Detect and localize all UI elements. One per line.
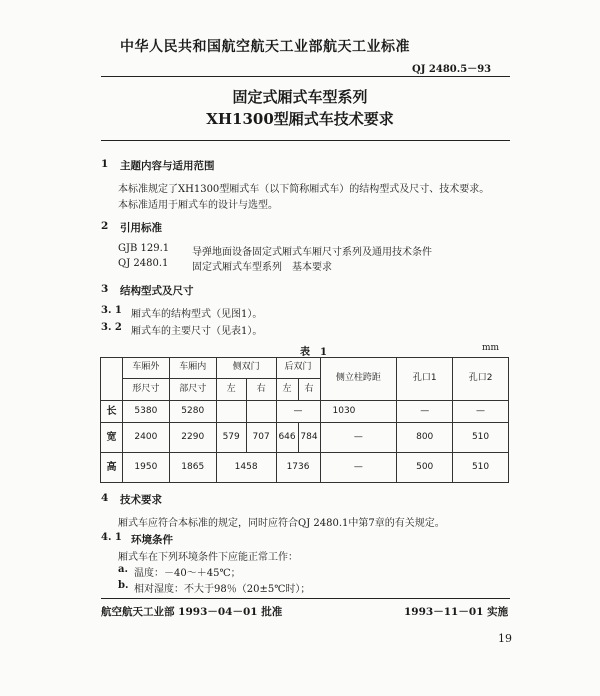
list-marker: b. xyxy=(118,580,129,591)
table-cell: 1950 xyxy=(122,453,169,483)
section-1-heading: 主题内容与适用范围 xyxy=(120,160,215,172)
table-corner-cell xyxy=(101,358,123,401)
table-cell: 500 xyxy=(397,453,453,483)
table-cell xyxy=(246,401,276,423)
table-header-cell: 侧双门 xyxy=(216,358,276,379)
row-label: 高 xyxy=(101,453,123,483)
row-label: 宽 xyxy=(101,423,123,453)
table-header-row xyxy=(101,358,509,379)
table-row xyxy=(101,453,509,483)
table-header-cell: 车厢外 xyxy=(122,358,169,379)
table-cell: 707 xyxy=(246,423,276,453)
table-cell xyxy=(216,401,246,423)
page-number: 19 xyxy=(498,632,512,645)
section-4-para-1: 厢式车应符合本标准的规定，同时应符合QJ 2480.1中第7章的有关规定。 xyxy=(118,518,445,529)
list-item: 温度：－40～＋45℃； xyxy=(134,568,241,579)
table-header-cell: 右 xyxy=(246,379,276,401)
table-header-cell: 右 xyxy=(298,379,320,401)
table-header-cell: 左 xyxy=(216,379,246,401)
section-3-heading: 结构型式及尺寸 xyxy=(120,285,194,297)
table-header-cell: 部尺寸 xyxy=(169,379,216,401)
section-4-para-2: 厢式车在下列环境条件下应能正常工作： xyxy=(118,552,298,563)
table-header-cell: 孔口2 xyxy=(453,358,509,401)
table-cell: — xyxy=(276,401,320,423)
page-title: 固定式厢式车型系列 xyxy=(232,88,368,106)
table-header-cell: 侧立柱跨距 xyxy=(320,358,397,401)
row-label: 长 xyxy=(101,401,123,423)
table-cell: 1865 xyxy=(169,453,216,483)
table-caption: 表 1 xyxy=(300,347,327,358)
table-cell: 510 xyxy=(453,423,509,453)
section-1-para-2: 本标准适用于厢式车的设计与选型。 xyxy=(118,200,278,211)
page-subtitle: XH1300型厢式车技术要求 xyxy=(206,110,394,128)
clause-text: 厢式车的结构型式（见图1）。 xyxy=(131,309,263,320)
footer-rule xyxy=(101,598,510,599)
reference-title: 固定式厢式车型系列 基本要求 xyxy=(192,262,332,273)
table-unit: mm xyxy=(482,343,500,353)
table-cell: 2290 xyxy=(169,423,216,453)
table-cell: — xyxy=(453,401,509,423)
table-header-cell: 左 xyxy=(276,379,298,401)
table-cell: 1458 xyxy=(216,453,276,483)
clause-text: 厢式车的主要尺寸（见表1）。 xyxy=(131,326,263,337)
table-cell: 1736 xyxy=(276,453,320,483)
clause-number: 3. 1 xyxy=(101,305,122,316)
section-2-heading: 引用标准 xyxy=(120,222,162,234)
table-cell: 646 xyxy=(276,423,298,453)
table-header-cell: 后双门 xyxy=(276,358,320,379)
clause-heading: 环境条件 xyxy=(131,534,173,546)
table-row xyxy=(101,423,509,453)
approval-line: 航空航天工业部 1993－04－01 批准 xyxy=(101,606,283,618)
table-cell: 784 xyxy=(298,423,320,453)
list-item: 相对湿度：不大于98％（20±5℃时）； xyxy=(134,584,311,595)
table-cell: 2400 xyxy=(122,423,169,453)
title-rule xyxy=(101,140,510,141)
table-cell: — xyxy=(320,423,397,453)
standard-authority: 中华人民共和国航空航天工业部航天工业标准 xyxy=(120,39,410,55)
section-2-number: 2 xyxy=(101,220,109,232)
dimensions-table xyxy=(100,357,509,483)
reference-title: 导弹地面设备固定式厢式车厢尺寸系列及通用技术条件 xyxy=(192,247,432,258)
table-cell: 5280 xyxy=(169,401,216,423)
table-cell: 579 xyxy=(216,423,246,453)
reference-code: GJB 129.1 xyxy=(118,243,170,254)
table-cell: 800 xyxy=(397,423,453,453)
clause-number: 4. 1 xyxy=(101,532,122,543)
section-1-para-1: 本标准规定了XH1300型厢式车（以下简称厢式车）的结构型式及尺寸、技术要求。 xyxy=(118,184,490,195)
table-cell: 510 xyxy=(453,453,509,483)
section-3-number: 3 xyxy=(101,283,109,295)
table-header-cell: 车厢内 xyxy=(169,358,216,379)
section-1-number: 1 xyxy=(101,158,109,170)
table-cell: — xyxy=(397,401,453,423)
table-row xyxy=(101,401,509,423)
reference-code: QJ 2480.1 xyxy=(118,258,169,269)
section-4-heading: 技术要求 xyxy=(120,494,162,506)
clause-number: 3. 2 xyxy=(101,322,122,333)
list-marker: a. xyxy=(118,564,128,575)
implementation-line: 1993－11－01 实施 xyxy=(404,606,509,618)
section-4-number: 4 xyxy=(101,492,109,504)
table-header-cell: 形尺寸 xyxy=(122,379,169,401)
table-cell: 1030 xyxy=(320,401,397,423)
standard-number: QJ 2480.5－93 xyxy=(412,64,492,75)
table-header-cell: 孔口1 xyxy=(397,358,453,401)
header-rule xyxy=(101,76,510,77)
table-cell: — xyxy=(320,453,397,483)
table-cell: 5380 xyxy=(122,401,169,423)
